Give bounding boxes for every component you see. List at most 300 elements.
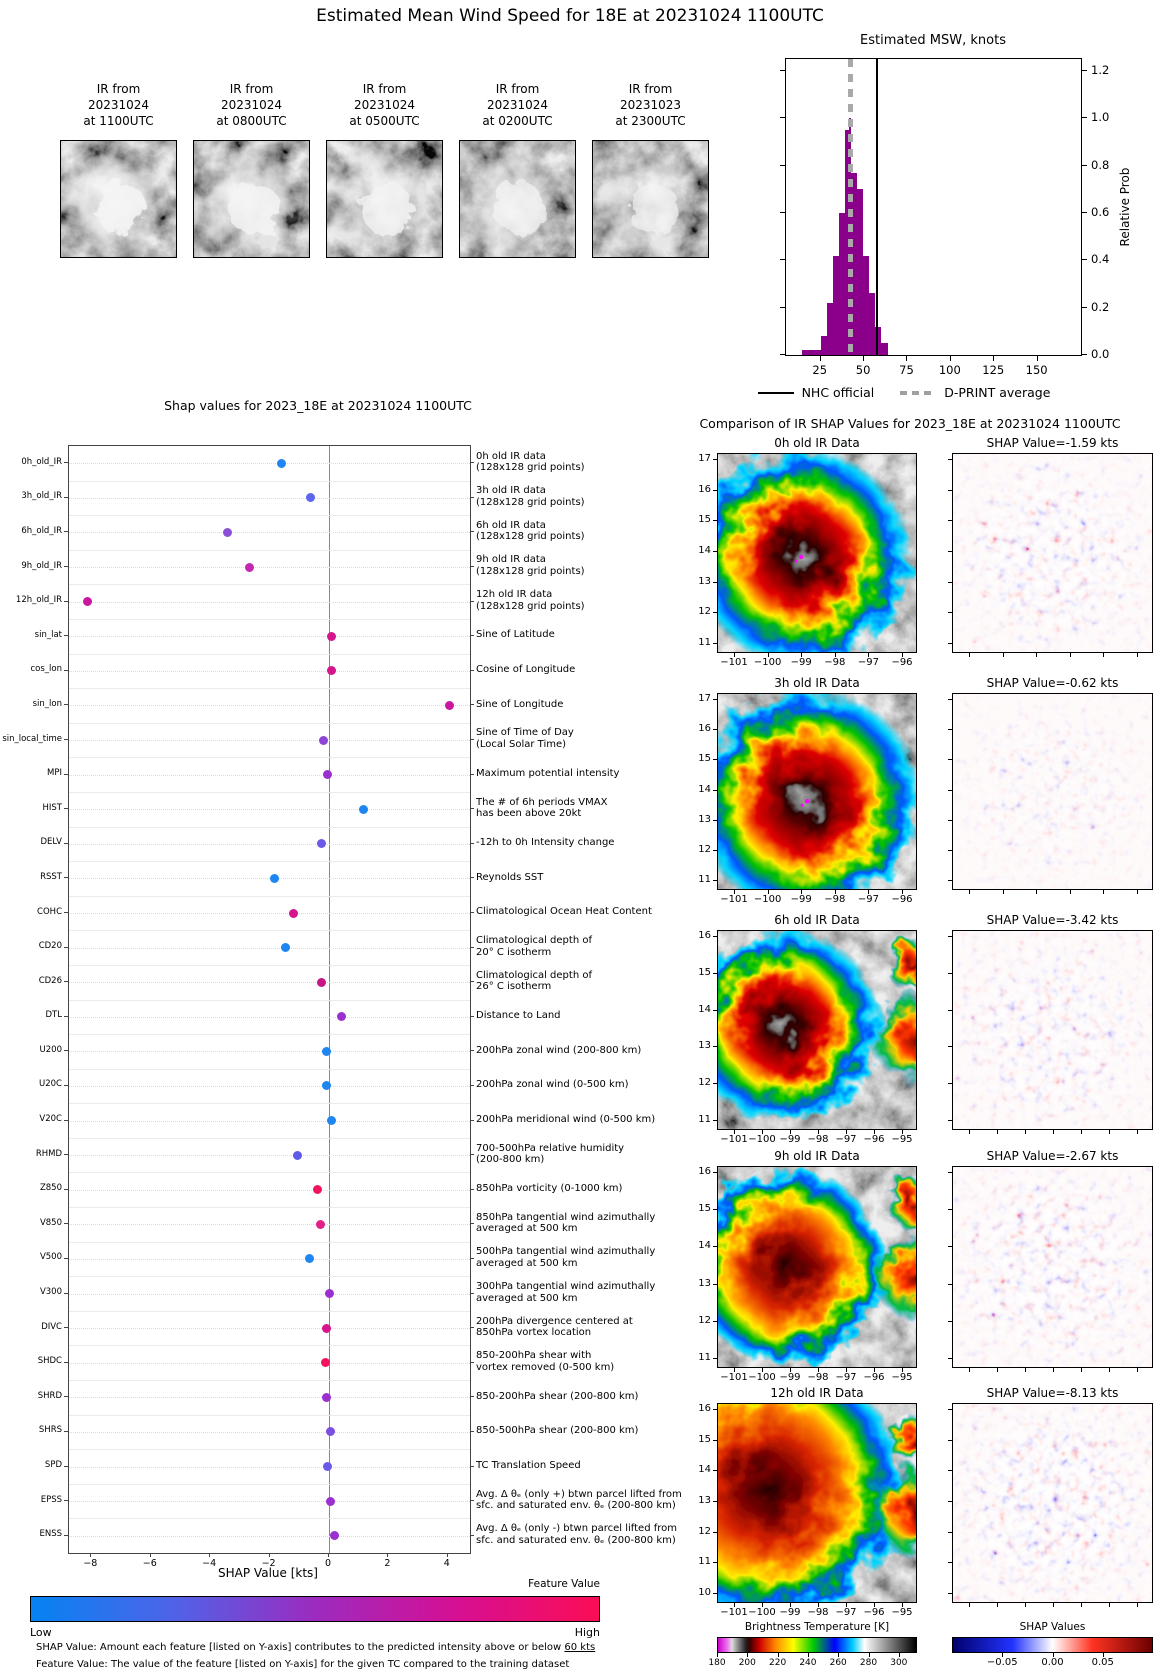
shap-row-tick-left (64, 1500, 68, 1501)
shap-feature-description (476, 1523, 677, 1546)
comparison-xtick-label: −100 (753, 894, 782, 905)
shap-xtick (90, 1553, 91, 1557)
comparison-shap-xtick (1081, 1603, 1082, 1607)
comparison-shap-xtick (1103, 653, 1104, 657)
shap-feature-label: Z850 (39, 1183, 62, 1194)
comparison-shap-xtick (997, 1368, 998, 1372)
histogram-title: Estimated MSW, knots (860, 33, 1006, 48)
comparison-xtick-label: −97 (857, 657, 879, 668)
shap-row-tick-right (470, 1223, 474, 1224)
histogram-ytick-right (1082, 117, 1087, 118)
comparison-shap-xtick (969, 1368, 970, 1372)
comparison-ytick-label: 15 (698, 753, 711, 765)
shap-feature-description (476, 837, 614, 849)
shap-dot (317, 839, 326, 848)
shap-row-tick-right (470, 1189, 474, 1190)
comparison-ytick-label: 12 (698, 1077, 711, 1089)
shap-feature-description-line: averaged at 500 km (476, 1292, 578, 1304)
shap-chart-title: Shap values for 2023_18E at 20231024 1100UTC (164, 398, 472, 413)
bt-colorbar-tick (717, 1653, 718, 1657)
comparison-shap-image (952, 693, 1153, 890)
feature-colorbar-high: High (574, 1626, 600, 1639)
shap-dot (326, 1427, 335, 1436)
comparison-ytick (713, 790, 717, 791)
comparison-ytick-label: 14 (698, 1464, 711, 1476)
shap-feature-label: sin_lon (32, 698, 62, 709)
ir-thumbnail-label-text: IR from 20231024 at 0500UTC (349, 82, 420, 128)
shap-row-tick-left (64, 877, 68, 878)
shap-feature-description-line: Maximum potential intensity (476, 767, 620, 779)
ir-thumbnail-label (193, 82, 310, 129)
shap-row-dotline (69, 705, 470, 706)
shap-feature-description-line: 700-500hPa relative humidity (476, 1142, 625, 1154)
shap-row-tick-left (64, 912, 68, 913)
shap-row-tick-right (470, 843, 474, 844)
comparison-shap-ytick (948, 1083, 952, 1084)
shap-xtick (447, 1553, 448, 1557)
shap-feature-description-line: 20° C isotherm (476, 946, 552, 958)
shap-feature-description-line: 850hPa tangential wind azimuthally (476, 1211, 656, 1223)
shap-row-separator (69, 481, 470, 482)
shap-feature-description (476, 906, 652, 918)
comparison-ytick (713, 459, 717, 460)
shap-feature-description (476, 797, 607, 820)
comparison-shap-image (952, 453, 1153, 653)
shap-feature-label: RSST (40, 871, 62, 882)
shap-row-tick-left (64, 739, 68, 740)
brightness-temp-colorbar (717, 1637, 917, 1653)
shap-row-tick-right (470, 531, 474, 532)
shap-row-dotline (69, 1467, 470, 1468)
shap-feature-description-line: (Local Solar Time) (476, 739, 567, 751)
ir-thumbnail-label (459, 82, 576, 129)
shap-feature-description-line: 200hPa divergence centered at (476, 1315, 633, 1327)
histogram-ytick-label: 0.4 (1091, 252, 1110, 267)
shap-row-tick-left (64, 635, 68, 636)
shap-row-separator (69, 757, 470, 758)
shap-row-separator (69, 515, 470, 516)
comparison-ytick-label: 12 (698, 606, 711, 618)
comparison-ytick-label: 14 (698, 1240, 711, 1252)
shap-feature-description-line: (128x128 grid points) (476, 496, 585, 508)
comparison-xtick-label: −100 (753, 657, 782, 668)
comparison-ir-image (717, 1403, 917, 1603)
comparison-ytick (713, 699, 717, 700)
shap-row-tick-right (470, 704, 474, 705)
bt-colorbar-tick-label: 300 (890, 1658, 908, 1668)
shap-row-separator (69, 1276, 470, 1277)
comparison-shap-xtick (1036, 653, 1037, 657)
shap-feature-label: EPSS (40, 1494, 62, 1505)
histogram-ytick-left (780, 307, 785, 308)
comparison-shap-xtick (1053, 1603, 1054, 1607)
shap-dot (322, 1393, 331, 1402)
comparison-ytick-label: 16 (698, 930, 711, 941)
shap-row-dotline (69, 498, 470, 499)
histogram-ytick-right (1082, 354, 1087, 355)
comparison-xtick-label: −97 (835, 1607, 857, 1618)
dashed-line-icon (900, 391, 936, 395)
shap-dot (270, 874, 279, 883)
shap-xtick-label: −8 (83, 1558, 98, 1569)
shap-row-separator (69, 1484, 470, 1485)
comparison-ytick-label: 13 (698, 575, 711, 587)
comparison-ytick (713, 520, 717, 521)
comparison-shap-xtick (1081, 1130, 1082, 1134)
comparison-ytick (713, 1358, 717, 1359)
shap-xtick (209, 1553, 210, 1557)
comparison-ytick-label: 17 (698, 453, 711, 464)
shap-feature-description-line: 12h old IR data (476, 589, 553, 601)
bt-colorbar-tick (869, 1653, 870, 1657)
shap-row-dotline (69, 636, 470, 637)
shap-row-tick-right (470, 1362, 474, 1363)
histogram-xtick (1037, 356, 1038, 361)
comparison-ytick-label: 15 (698, 1433, 711, 1445)
shap-dot (327, 632, 336, 641)
comparison-xtick-label: −96 (891, 894, 913, 905)
page-title: Estimated Mean Wind Speed for 18E at 20231024 1100UTC (316, 6, 824, 26)
shap-row-tick-left (64, 1016, 68, 1017)
comparison-ytick-label: 13 (698, 1495, 711, 1506)
shap-feature-description (476, 1316, 633, 1339)
shap-feature-description-line: (128x128 grid points) (476, 566, 585, 578)
shap-row-tick-left (64, 670, 68, 671)
shap-feature-description-line: sfc. and saturated env. θₑ (200-800 km) (476, 1534, 676, 1546)
comparison-shap-image (952, 930, 1153, 1130)
comparison-shap-ytick (948, 820, 952, 821)
comparison-ir-image (717, 693, 917, 890)
comparison-shap-xtick (1053, 1130, 1054, 1134)
shap-dot (319, 736, 328, 745)
shap-row-dotline (69, 809, 470, 810)
bt-colorbar-tick-label: 260 (829, 1658, 847, 1668)
comparison-shap-ytick (948, 1046, 952, 1047)
comparison-ytick-label: 15 (698, 966, 711, 978)
histogram-ytick-label: 0.0 (1091, 347, 1110, 361)
shap-row-tick-right (470, 566, 474, 567)
shap-row-separator (69, 619, 470, 620)
shap-row-separator (69, 1034, 470, 1035)
comparison-shap-xtick (1109, 1603, 1110, 1607)
shap-row-tick-left (64, 1293, 68, 1294)
shap-row-tick-left (64, 1258, 68, 1259)
bt-colorbar-tick (808, 1653, 809, 1657)
comparison-ytick (713, 820, 717, 821)
shap-feature-description (476, 1350, 614, 1373)
comparison-shap-ytick (948, 612, 952, 613)
comparison-ytick-label: 16 (698, 483, 711, 495)
shap-row-tick-left (64, 1466, 68, 1467)
shap-xtick-label: 4 (443, 1558, 450, 1569)
shap-row-dotline (69, 775, 470, 776)
shap-row-tick-right (470, 947, 474, 948)
comparison-ytick-label: 16 (698, 1403, 711, 1414)
feature-value-colorbar (30, 1596, 600, 1622)
comparison-ytick (713, 1209, 717, 1210)
legend-item-nhc (758, 385, 875, 400)
shap-dot (330, 1531, 339, 1540)
comparison-title: Comparison of IR SHAP Values for 2023_18E at 20231024 1100UTC (699, 416, 1121, 431)
shap-feature-description-line: (200-800 km) (476, 1154, 545, 1166)
shap-row-tick-right (470, 1396, 474, 1397)
histogram-ytick-right (1082, 70, 1087, 71)
shap-feature-description-line: 26° C isotherm (476, 981, 552, 993)
comparison-shap-title: SHAP Value=-0.62 kts (986, 676, 1119, 690)
shap-row-dotline (69, 463, 470, 464)
bt-colorbar-label: Brightness Temperature [K] (744, 1621, 890, 1633)
shap-feature-label: 12h_old_IR (15, 595, 62, 606)
ir-thumbnail-image (326, 140, 443, 258)
shap-row-tick-right (470, 1535, 474, 1536)
legend-item-dprint (900, 385, 1050, 400)
comparison-ytick-label: 15 (698, 514, 711, 526)
histogram-xtick-label: 50 (855, 363, 871, 377)
comparison-shap-ytick (948, 936, 952, 937)
shap-feature-description-line: 200hPa zonal wind (200-800 km) (476, 1044, 642, 1056)
shap-row-tick-left (64, 1120, 68, 1121)
comparison-ytick-label: 12 (698, 1314, 711, 1326)
comparison-xtick-label: −97 (835, 1134, 857, 1145)
shap-xtick-label: 2 (384, 1558, 391, 1569)
bt-colorbar-tick-label: 180 (708, 1658, 726, 1668)
shap-dot (359, 805, 368, 814)
shap-row-tick-left (64, 1050, 68, 1051)
bt-colorbar-tick-label: 200 (738, 1658, 756, 1668)
comparison-shap-ytick (948, 759, 952, 760)
shap-feature-label: ENSS (39, 1529, 62, 1540)
shap-feature-label: SHDC (37, 1356, 62, 1367)
histogram-xtick (993, 356, 994, 361)
histogram-bar (812, 350, 821, 355)
shap-feature-description-line: has been above 20kt (476, 808, 582, 820)
shap-row-dotline (69, 532, 470, 533)
shap-feature-description (476, 485, 585, 508)
comparison-ytick-label: 16 (698, 723, 711, 735)
shap-dot (277, 459, 286, 468)
bt-colorbar-tick (899, 1653, 900, 1657)
comparison-shap-xtick (997, 1130, 998, 1134)
dprint-average-line (848, 59, 853, 355)
shap-feature-description-line: sfc. and saturated env. θₑ (200-800 km) (476, 1500, 676, 1512)
shap-feature-description (476, 1045, 641, 1057)
shap-feature-description (476, 699, 563, 711)
shap-row-tick-right (470, 1466, 474, 1467)
shap-feature-description-line: 500hPa tangential wind azimuthally (476, 1246, 656, 1258)
comparison-ytick (713, 1409, 717, 1410)
shap-values-colorbar (952, 1637, 1153, 1653)
comparison-shap-title: SHAP Value=-8.13 kts (986, 1386, 1119, 1400)
shap-row-tick-left (64, 566, 68, 567)
shap-dot (316, 1220, 325, 1229)
shap-row-separator (69, 688, 470, 689)
shap-row-tick-left (64, 1431, 68, 1432)
shap-feature-description-line: 850hPa vortex location (476, 1327, 592, 1339)
shap-feature-description (476, 1425, 638, 1437)
shap-row-tick-right (470, 601, 474, 602)
shap-row-tick-right (470, 1327, 474, 1328)
shap-feature-label: sin_local_time (2, 733, 62, 744)
shap-feature-label: V20C (39, 1114, 62, 1125)
comparison-ytick-label: 15 (698, 1203, 711, 1215)
shap-row-dotline (69, 671, 470, 672)
shap-row-dotline (69, 567, 470, 568)
comparison-shap-xtick (969, 890, 970, 894)
comparison-shap-ytick (948, 1120, 952, 1121)
comparison-ytick-label: 13 (698, 1040, 711, 1052)
shap-feature-label: SHRS (38, 1425, 62, 1436)
comparison-xtick-label: −101 (720, 1607, 748, 1618)
comparison-shap-ytick (948, 520, 952, 521)
comparison-ytick (713, 1046, 717, 1047)
shap-dot (289, 909, 298, 918)
shap-row-tick-right (470, 1154, 474, 1155)
shap-xtick (150, 1553, 151, 1557)
bt-colorbar-tick (838, 1653, 839, 1657)
shap-row-tick-right (470, 1016, 474, 1017)
shap-feature-label: U200 (39, 1044, 62, 1055)
shap-row-tick-left (64, 497, 68, 498)
comparison-xtick-label: −100 (748, 1134, 776, 1145)
comparison-xtick-label: −101 (720, 657, 748, 668)
ir-thumbnail-label (326, 82, 443, 129)
shap-feature-label: HIST (42, 802, 62, 813)
shap-row-tick-left (64, 531, 68, 532)
shap-colorbar-tick-label: −0.05 (986, 1657, 1018, 1668)
shap-dot (293, 1151, 302, 1160)
comparison-xtick-label: −98 (824, 894, 846, 905)
comparison-ytick (713, 612, 717, 613)
comparison-ytick (713, 850, 717, 851)
shap-row-separator (69, 1172, 470, 1173)
comparison-shap-image (952, 1166, 1153, 1368)
shap-feature-description-line: 300hPa tangential wind azimuthally (476, 1280, 656, 1292)
shap-feature-label: MPI (47, 768, 62, 779)
shap-feature-label: cos_lon (30, 664, 62, 675)
shap-feature-label: 6h_old_IR (21, 525, 62, 536)
shap-feature-description (476, 589, 585, 612)
shap-row-separator (69, 1000, 470, 1001)
histogram-ytick-label: 1.2 (1091, 62, 1110, 77)
shap-feature-description (476, 1114, 655, 1126)
shap-feature-description (476, 727, 574, 750)
comparison-shap-ytick (948, 1358, 952, 1359)
shap-feature-description-line: -12h to 0h Intensity change (476, 837, 615, 849)
shap-row-tick-right (470, 1500, 474, 1501)
shap-feature-description (476, 629, 555, 641)
shap-row-separator (69, 1207, 470, 1208)
shap-feature-description-line: Avg. Δ θₑ (only +) btwn parcel lifted from (476, 1488, 682, 1500)
shap-row-tick-left (64, 981, 68, 982)
comparison-shap-image (952, 1403, 1153, 1603)
comparison-xtick-label: −100 (748, 1372, 776, 1383)
shap-feature-description-line: Sine of Longitude (476, 698, 564, 710)
shap-row-separator (69, 896, 470, 897)
shap-dot (325, 1289, 334, 1298)
shap-row-dotline (69, 1501, 470, 1502)
shap-row-tick-right (470, 1085, 474, 1086)
shap-feature-description-line: Climatological Ocean Heat Content (476, 906, 652, 918)
comparison-xtick-label: −101 (720, 894, 748, 905)
comparison-xtick-label: −96 (891, 657, 913, 668)
shap-xtick-label: −2 (261, 1558, 276, 1569)
footnote-feature-value: Feature Value: The value of the feature [listed on Y-axis] for the given TC compared to the training dataset (36, 1659, 570, 1670)
legend-label-dprint: D-PRINT average (944, 385, 1051, 400)
feature-colorbar-label: Feature Value (528, 1578, 600, 1590)
comparison-shap-xtick (1137, 1603, 1138, 1607)
shap-xlabel: SHAP Value [kts] (218, 1566, 318, 1580)
ir-thumbnail-image (60, 140, 177, 258)
shap-row-dotline (69, 1224, 470, 1225)
comparison-ytick-label: 11 (698, 1556, 711, 1568)
comparison-ytick-label: 13 (698, 813, 711, 825)
shap-row-tick-right (470, 497, 474, 498)
shap-dot (322, 1047, 331, 1056)
shap-row-separator (69, 1345, 470, 1346)
shap-row-tick-left (64, 1154, 68, 1155)
comparison-shap-ytick (948, 1501, 952, 1502)
comparison-shap-xtick (1081, 1368, 1082, 1372)
shap-feature-description (476, 1079, 629, 1091)
comparison-shap-xtick (1137, 653, 1138, 657)
shap-feature-description-line: 0h old IR data (476, 450, 546, 462)
histogram-ytick-left (780, 165, 785, 166)
shap-feature-description (476, 664, 575, 676)
comparison-shap-xtick (1137, 1130, 1138, 1134)
histogram-xtick (906, 356, 907, 361)
comparison-xtick-label: −99 (779, 1372, 801, 1383)
shap-xtick (328, 1553, 329, 1557)
histogram-ytick-left (780, 117, 785, 118)
shap-row-tick-right (470, 912, 474, 913)
shap-feature-description (476, 1460, 581, 1472)
shap-row-separator (69, 1449, 470, 1450)
bt-colorbar-tick (778, 1653, 779, 1657)
shap-row-dotline (69, 1259, 470, 1260)
comparison-shap-ytick (948, 459, 952, 460)
comparison-shap-xtick (969, 1603, 970, 1607)
shap-dot (327, 666, 336, 675)
shap-feature-description-line: TC Translation Speed (476, 1459, 581, 1471)
comparison-ytick (713, 643, 717, 644)
histogram-xtick-label: 25 (812, 363, 828, 377)
shap-row-tick-left (64, 601, 68, 602)
shap-dot (306, 493, 315, 502)
shap-colorbar-label: SHAP Values (1019, 1621, 1086, 1633)
comparison-shap-xtick (1025, 1603, 1026, 1607)
ir-thumbnail-label (592, 82, 709, 129)
legend-label-nhc: NHC official (801, 385, 875, 400)
shap-feature-description-line: averaged at 500 km (476, 1257, 578, 1269)
shap-row-dotline (69, 1397, 470, 1398)
comparison-ytick-label: 16 (698, 1166, 711, 1177)
shap-feature-description (476, 1212, 655, 1235)
shap-row-tick-left (64, 808, 68, 809)
comparison-ytick (713, 1321, 717, 1322)
comparison-ytick (713, 1532, 717, 1533)
comparison-xtick-label: −101 (720, 1134, 748, 1145)
shap-feature-description-line: 3h old IR data (476, 485, 546, 497)
comparison-xtick-label: −97 (835, 1372, 857, 1383)
comparison-ytick-label: 10 (698, 1587, 711, 1598)
histogram-xtick-label: 75 (899, 363, 914, 377)
nhc-official-line (876, 59, 878, 355)
shap-row-dotline (69, 1536, 470, 1537)
histogram-ylabel: Relative Prob (1118, 167, 1132, 247)
ir-thumbnail-label (60, 82, 177, 129)
shap-row-dotline (69, 1294, 470, 1295)
comparison-ir-image (717, 453, 917, 653)
